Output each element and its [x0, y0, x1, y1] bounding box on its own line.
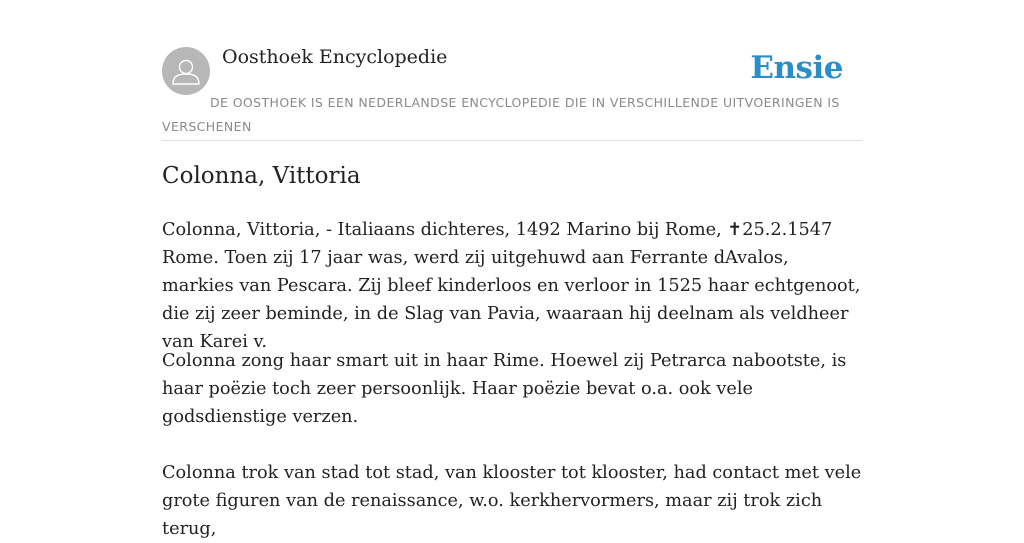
article-paragraph: Colonna, Vittoria, - Italiaans dichteres, 1492 Marino bij Rome, ✝25.2.1547 Rome. Toen zij 17 jaar was, werd zij uitgehuwd aan Ferrante dAvalos, markies van Pescara. Zij bleef kinderloos en verloor in 1525 haar echtgenoot, die zij zeer beminde, in de Slag van Pavia, waaraan hij deelnam als veldheer van Karei v.	[162, 220, 861, 352]
avatar[interactable]	[162, 47, 210, 95]
header	[162, 0, 862, 141]
site-tagline: DE OOSTHOEK IS EEN NEDERLANDSE ENCYCLOPEDIE DIE IN VERSCHILLENDE UITVOERINGEN IS VERSCHENEN	[162, 95, 840, 134]
ensie-logo[interactable]: Ensie	[750, 50, 843, 86]
article-paragraph: Colonna zong haar smart uit in haar Rime. Hoewel zij Petrarca nabootste, is haar poëzie toch zeer persoonlijk. Haar poëzie bevat o.a. ook vele godsdienstige verzen.	[162, 351, 847, 427]
user-icon	[162, 47, 210, 95]
site-name[interactable]: Oosthoek Encyclopedie	[222, 46, 448, 68]
article-paragraph: Colonna trok van stad tot stad, van klooster tot klooster, had contact met vele grote figuren van de renaissance, w.o. kerkhervormers, maar zij trok zich terug,	[162, 463, 862, 539]
page	[162, 0, 862, 539]
article-title: Colonna, Vittoria	[162, 163, 361, 189]
